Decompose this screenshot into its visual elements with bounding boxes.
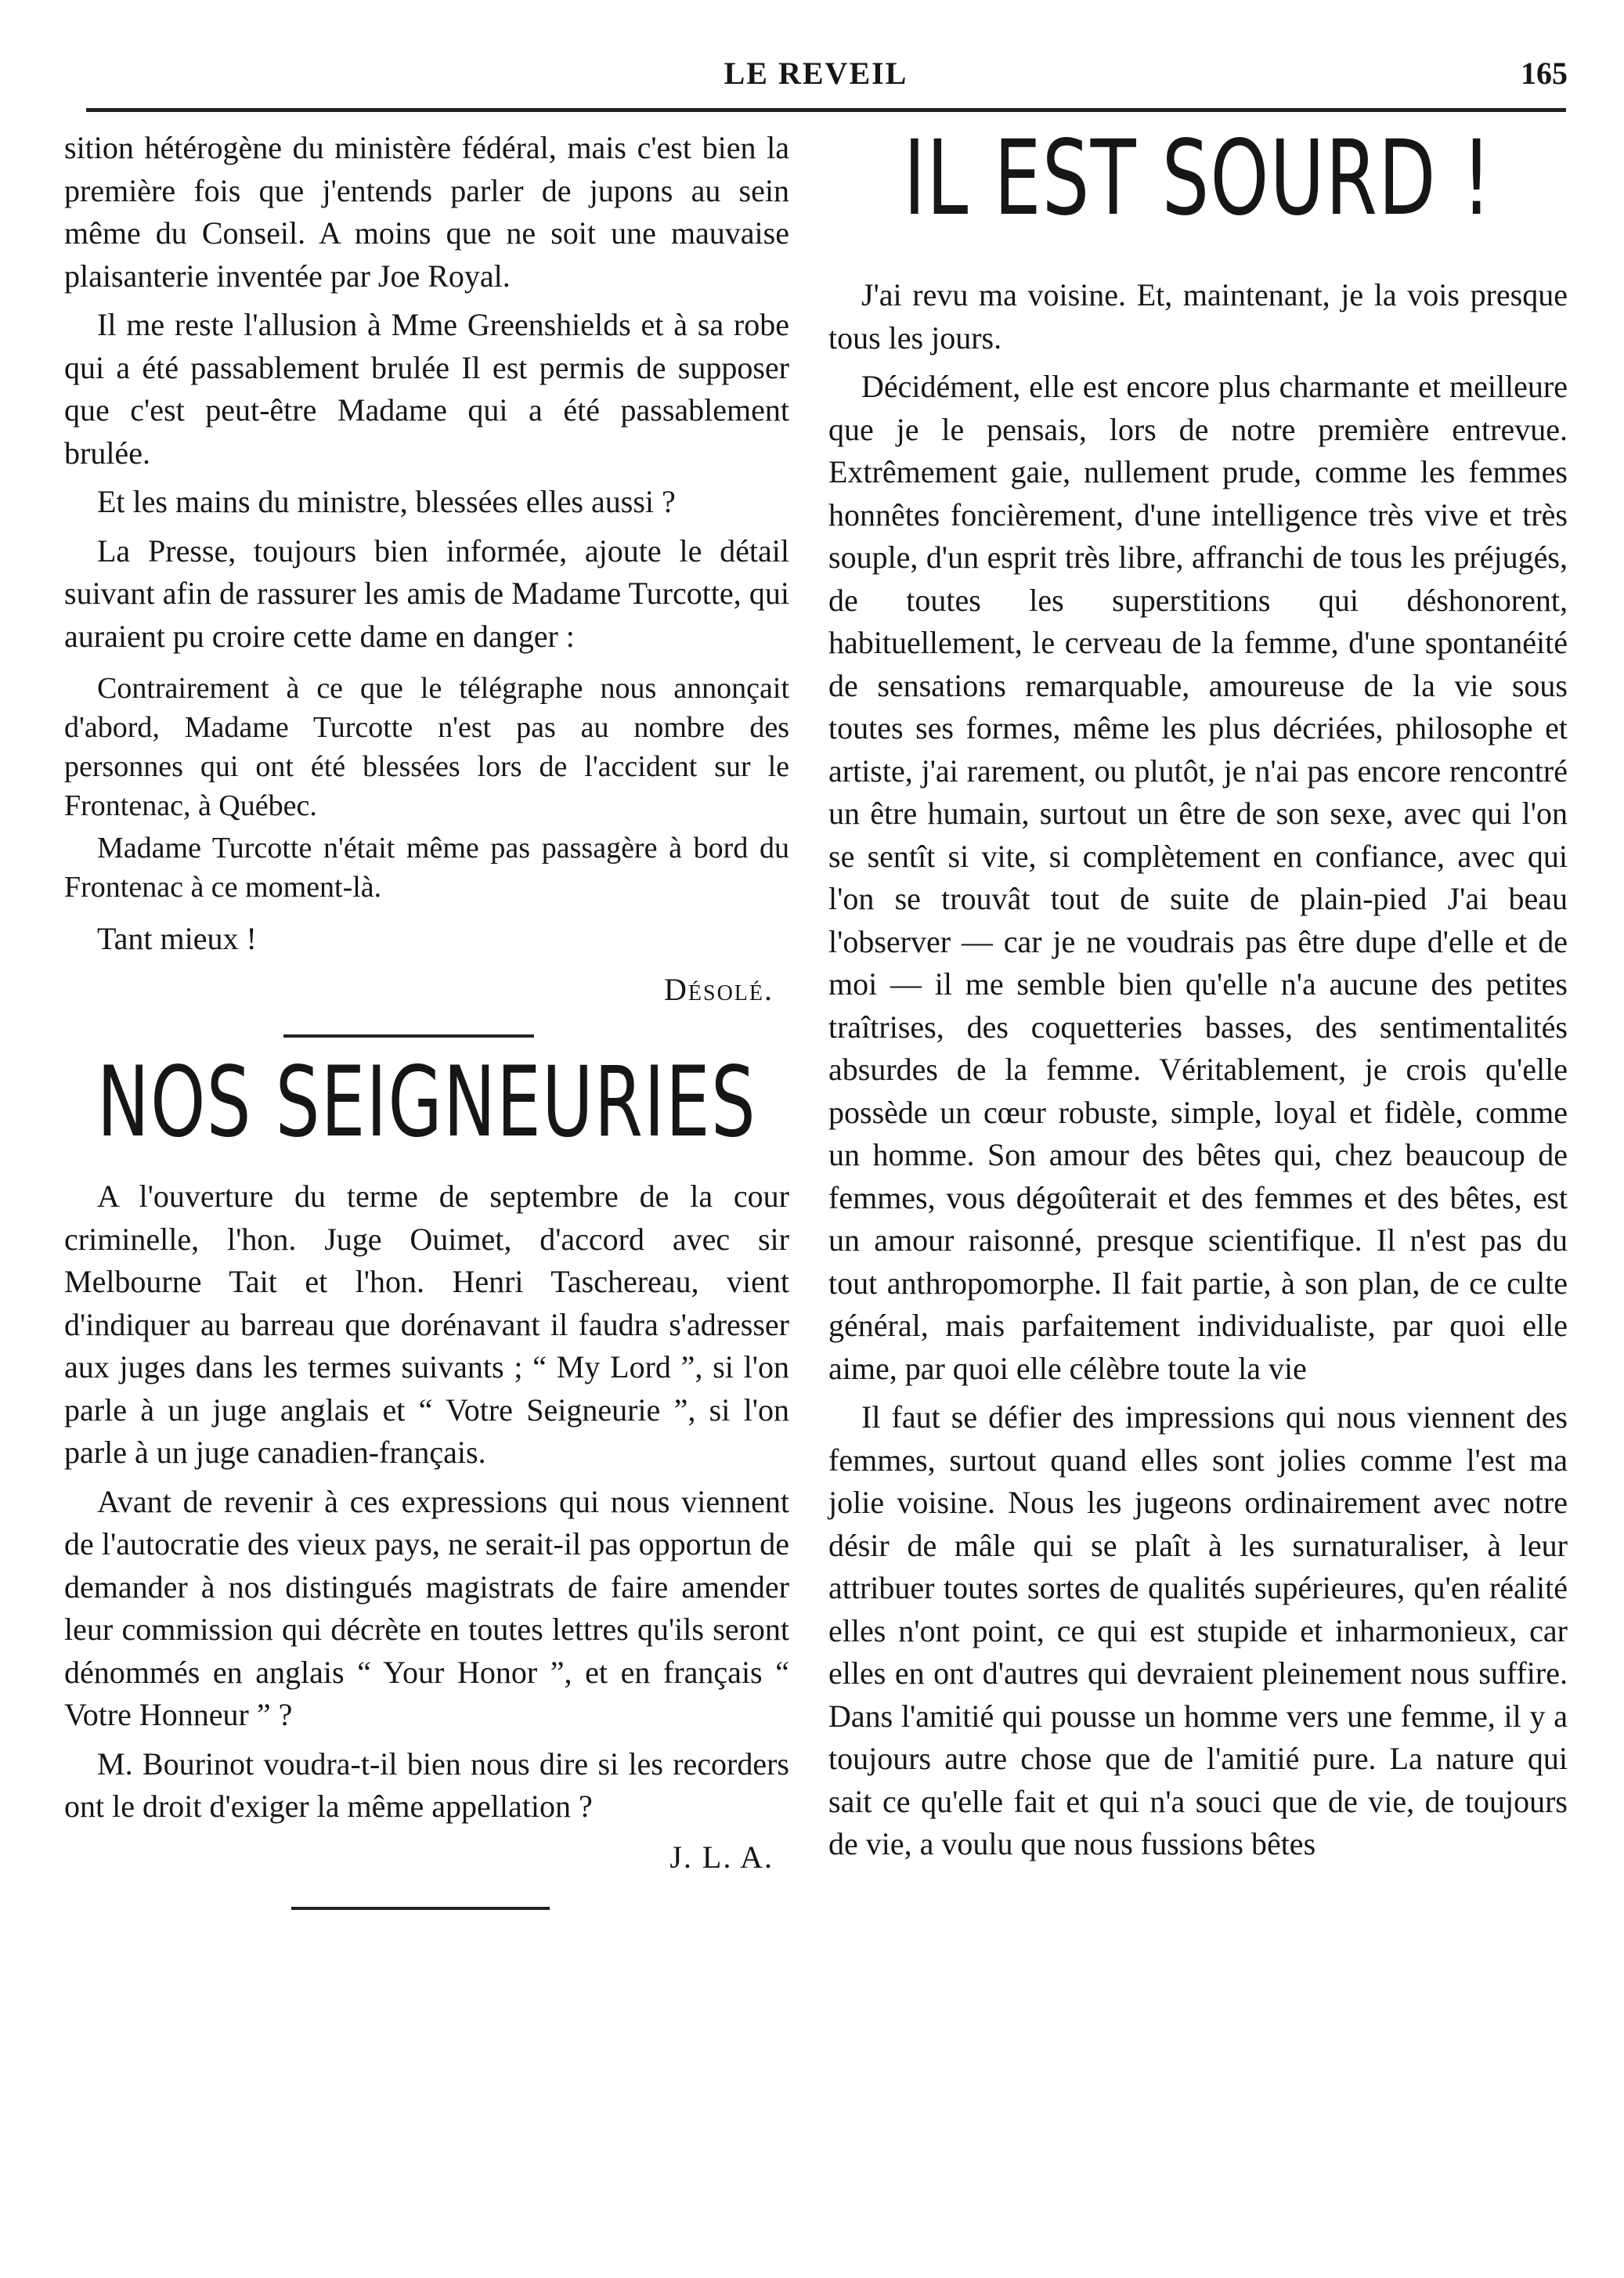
paragraph: A l'ouverture du terme de septembre de la cour criminelle, l'hon. Juge Ouimet, d'accord avec sir Melbourne Tait et l'hon. Henri Taschereau, vient d'indiquer au barreau que dorénavant il faudra s'adresser aux juges dans les termes suivants ; “ My Lord ”, si l'on parle à un juge anglais et “ Votre Seigneurie ”, si l'on parle à un juge canadien-français. [64, 1179, 789, 1470]
closing-remark: Tant mieux ! [97, 921, 257, 956]
signature-jla: J. L. A. [669, 1839, 774, 1875]
paragraph: Et les mains du ministre, blessées elles aussi ? [97, 484, 676, 519]
quote-paragraph: Madame Turcotte n'était même pas passagère à bord du Frontenac à ce moment-là. [64, 832, 789, 904]
article-title-nos-seigneuries: NOS SEIGNEURIES [96, 1046, 757, 1159]
paragraph: Avant de revenir à ces expressions qui nous viennent de l'autocratie des vieux pays, ne serait-il pas opportun de demander à nos distingués magistrats de faire amender leur commission qui décrète en toutes lettres qu'ils seront dénommés en anglais “ Your Honor ”, et en français “ Votre Honneur ” ? [64, 1483, 789, 1732]
quoted-excerpt [64, 669, 789, 907]
left-column [64, 127, 789, 1910]
quote-paragraph: Contrairement à ce que le télégraphe nous annonçait d'abord, Madame Turcotte n'est pas au nombre des personnes qui ont été blessées lors de l'accident sur le Frontenac, à Québec. [64, 672, 789, 822]
signature-desole: Désolé. [664, 971, 774, 1007]
paragraph: Décidément, elle est encore plus charmante et meilleure que je le pensais, lors de notre première entrevue. Extrêmement gaie, nullement prude, comme les femmes honnêtes foncièrement, d'une intelligence très vive et très souple, d'un esprit très libre, affranchi de tous les préjugés, de toutes les superstitions qui déshonorent, habituellement, le cerveau de la femme, d'une spontanéité de sensations remarquable, amoureuse de la vie sous toutes ses formes, même les plus décriées, philosophe et artiste, j'ai rarement, ou plutôt, je n'ai pas encore rencontré un être humain, surtout un être de son sexe, avec qui l'on se sentît si vite, si complètement en confiance, avec qui l'on se trouvât tout de suite de plain-pied J'ai beau l'observer — car je ne voudrais pas être dupe d'elle et de moi — il me semble bien qu'elle n'a aucune des petites traîtrises, des coquetteries basses, des sentimentalités absurdes de la femme. Véritablement, je crois qu'elle possède un cœur robuste, simple, loyal et fidèle, comme un homme. Son amour des bêtes qui, chez beaucoup de femmes, vous dégoûterait et des femmes et des bêtes, est un amour raisonné, presque scientifique. Il n'est pas du tout anthropomorphe. Il fait partie, à son plan, de ce culte général, mais parfaitement individualiste, par quoi elle aime, par quoi elle célèbre toute la vie [828, 369, 1568, 1386]
title-rule [283, 1034, 534, 1038]
paragraph: Il faut se défier des impressions qui nous viennent des femmes, surtout quand elles sont jolies comme l'est ma jolie voisine. Nous les jugeons ordinairement avec notre désir de mâle qui se plaît à les surnaturaliser, à leur attribuer toutes sortes de qualités supérieures, qu'en réalité elles n'ont point, ce qui est stupide et inharmonieux, car elles en ont d'autres qui devraient pleinement nous suffire. Dans l'amitié qui pousse un homme vers une femme, il y a toujours autre chose que de l'amitié pure. La nature qui sait ce qu'elle fait et qui n'a souci que de vie, de toujours de vie, a voulu que nous fussions bêtes [828, 1399, 1568, 1861]
paragraph: J'ai revu ma voisine. Et, maintenant, je la vois presque tous les jours. [828, 277, 1568, 356]
page-number: 165 [1521, 56, 1568, 91]
journal-title: LE REVEIL [724, 56, 908, 91]
right-column [828, 118, 1568, 1872]
article-title-il-est-sourd: IL EST SOURD ! [903, 118, 1493, 239]
paragraph: Il me reste l'allusion à Mme Greenshields et à sa robe qui a été passablement brulée Il est permis de supposer que c'est peut-être Madame qui a été passablement brulée. [64, 307, 789, 471]
paragraph: La Presse, toujours bien informée, ajoute le détail suivant afin de rassurer les amis de Madame Turcotte, qui auraient pu croire cette dame en danger : [64, 532, 789, 654]
bottom-rule [291, 1907, 550, 1910]
paragraph: sition hétérogène du ministère fédéral, mais c'est bien la première fois que j'entends parler de jupons au sein même du Conseil. A moins que ne soit une mauvaise plaisanterie inventée par Joe Royal. [64, 130, 789, 294]
page-header [64, 49, 1568, 96]
paragraph: M. Bourinot voudra-t-il bien nous dire si les recorders ont le droit d'exiger la même appellation ? [64, 1746, 789, 1824]
header-rule [86, 108, 1566, 112]
